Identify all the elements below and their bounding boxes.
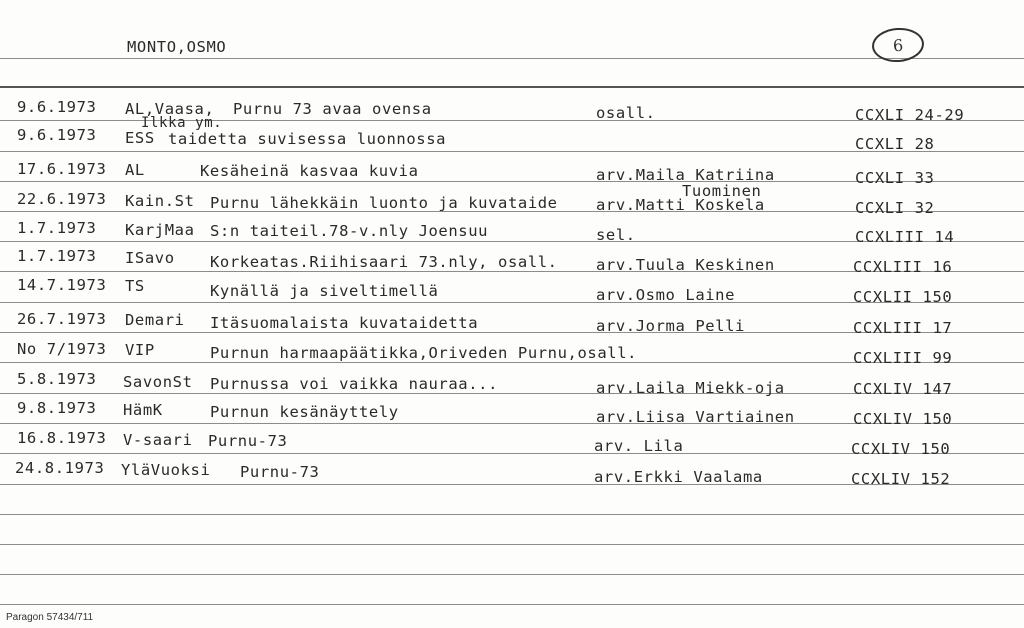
rule-line xyxy=(0,86,1024,88)
entry-ref: CCXLIV 152 xyxy=(851,470,951,488)
entry-date: 24.8.1973 xyxy=(15,459,105,477)
entry-title: Purnu-73 xyxy=(208,432,288,450)
entry-title: Kynällä ja siveltimellä xyxy=(210,282,439,300)
entry-date: 22.6.1973 xyxy=(17,190,107,208)
entry-ref: CCXLI 28 xyxy=(855,135,935,153)
entry-source: SavonSt xyxy=(123,373,193,391)
entry-ref: CCXLIII 99 xyxy=(853,349,953,367)
entry-source: ISavo xyxy=(125,249,175,267)
entry-ref: CCXLIII 17 xyxy=(853,319,953,337)
entry-source: AL,Vaasa, xyxy=(125,100,215,118)
entry-date: 5.8.1973 xyxy=(17,370,97,388)
entry-date: 16.8.1973 xyxy=(17,429,107,447)
entry-title: Purnun harmaapäätikka,Oriveden Purnu,osall. xyxy=(210,344,638,362)
entry-source: VIP xyxy=(125,341,155,359)
rule-line xyxy=(0,514,1024,515)
entry-ref: CCXLI 32 xyxy=(855,199,935,217)
entry-ref: CCXLIV 150 xyxy=(853,410,953,428)
printer-imprint: Paragon 57434/711 xyxy=(6,612,94,623)
entry-author: arv.Liisa Vartiainen xyxy=(596,408,795,426)
entry-author-continued: Tuominen xyxy=(682,182,762,200)
rule-line xyxy=(0,544,1024,545)
entry-title: Purnu lähekkäin luonto ja kuvataide xyxy=(210,194,558,212)
entry-date: 1.7.1973 xyxy=(17,247,97,265)
card-name: MONTO,OSMO xyxy=(127,38,227,56)
entry-author: sel. xyxy=(596,226,636,244)
entry-date: 26.7.1973 xyxy=(17,310,107,328)
entry-ref: CCXLIII 14 xyxy=(855,228,955,246)
entry-source: AL xyxy=(125,161,145,179)
entry-source: HämK xyxy=(123,401,163,419)
entry-author: arv.Tuula Keskinen xyxy=(596,256,775,274)
entry-source: YläVuoksi xyxy=(121,461,211,479)
entry-date: 9.6.1973 xyxy=(17,98,97,116)
rule-line xyxy=(0,604,1024,605)
entry-date: 14.7.1973 xyxy=(17,276,107,294)
entry-date: No 7/1973 xyxy=(17,340,107,358)
rule-line xyxy=(0,58,1024,59)
entry-source: V-saari xyxy=(123,431,193,449)
entry-title: taidetta suvisessa luonnossa xyxy=(168,130,447,148)
entry-author: arv.Matti Koskela xyxy=(596,196,765,214)
entry-date: 9.8.1973 xyxy=(17,399,97,417)
entry-source: Kain.St xyxy=(125,192,195,210)
entry-author: arv. Lila xyxy=(594,437,684,455)
entry-title: Purnun kesänäyttely xyxy=(210,403,399,421)
entry-date: 17.6.1973 xyxy=(17,160,107,178)
entry-ref: CCXLIV 150 xyxy=(851,440,951,458)
entry-date: 1.7.1973 xyxy=(17,219,97,237)
entry-author: arv.Laila Miekk-oja xyxy=(596,379,785,397)
entry-note: Ilkka ym. xyxy=(141,115,223,131)
entry-source: TS xyxy=(125,277,145,295)
entry-author: arv.Jorma Pelli xyxy=(596,317,745,335)
entry-title: Purnussa voi vaikka nauraa... xyxy=(210,375,499,393)
entry-source: ESS xyxy=(125,129,155,147)
entry-title: S:n taiteil.78-v.nly Joensuu xyxy=(210,222,489,240)
entry-ref: CCXLI 33 xyxy=(855,169,935,187)
entry-ref: CCXLII 150 xyxy=(853,288,953,306)
entry-source: Demari xyxy=(125,311,185,329)
entry-date: 9.6.1973 xyxy=(17,126,97,144)
rule-line xyxy=(0,574,1024,575)
entry-author: arv.Erkki Vaalama xyxy=(594,468,763,486)
entry-title: Purnu-73 xyxy=(240,463,320,481)
entry-source: KarjMaa xyxy=(125,221,195,239)
entry-title: Purnu 73 avaa ovensa xyxy=(233,100,432,118)
entry-ref: CCXLIII 16 xyxy=(853,258,953,276)
entry-title: Itäsuomalaista kuvataidetta xyxy=(210,314,479,332)
entry-title: Kesäheinä kasvaa kuvia xyxy=(200,162,419,180)
entry-ref: CCXLIV 147 xyxy=(853,380,953,398)
entry-ref: CCXLI 24-29 xyxy=(855,106,965,124)
entry-author: arv.Maila Katriina xyxy=(596,166,775,184)
entry-title: Korkeatas.Riihisaari 73.nly, osall. xyxy=(210,253,558,271)
entry-author: osall. xyxy=(596,104,656,122)
entry-author: arv.Osmo Laine xyxy=(596,286,736,304)
card-number: 6 xyxy=(892,35,904,55)
